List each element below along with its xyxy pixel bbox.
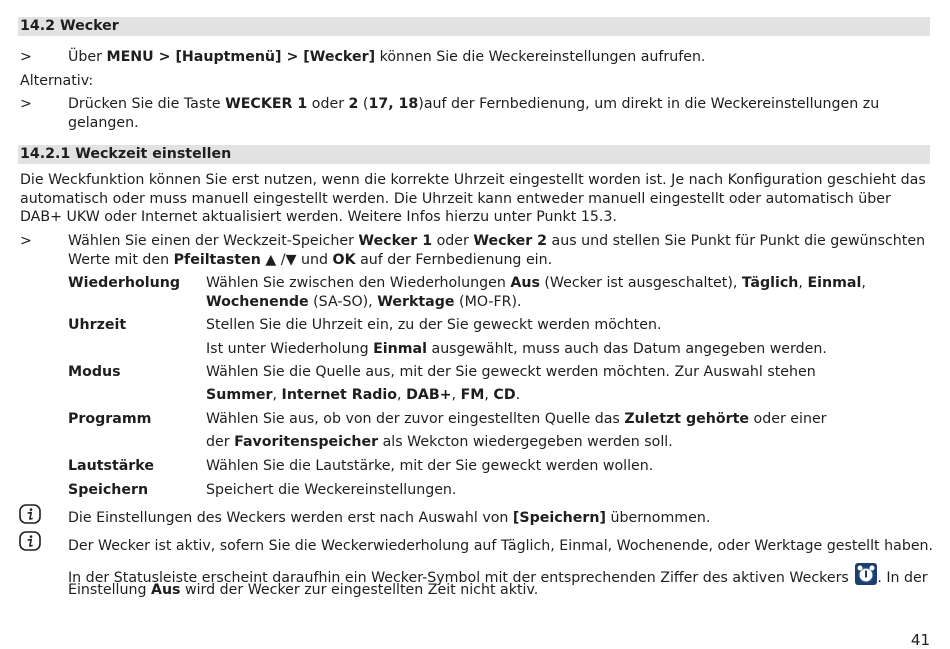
- def-lautstaerke: Wählen Sie die Lautstärke, mit der Sie geweckt werden wollen.: [206, 458, 654, 474]
- def-wiederholung-cont: Wochenende (SA-SO), Werktage (MO-FR).: [206, 294, 522, 310]
- term-uhrzeit: Uhrzeit: [68, 317, 127, 333]
- bullet-marker: >: [20, 49, 32, 65]
- step-select-alarm: Wählen Sie einen der Weckzeit-Speicher Wecker 1 oder Wecker 2 aus und stellen Sie Punkt für Punkt die gewünschten: [68, 233, 926, 249]
- alarm-clock-icon: [855, 563, 877, 585]
- note-alarm-active: Der Wecker ist aktiv, sofern Sie die Weckerwiederholung auf Täglich, Einmal, Wochenende, oder Werktage gestellt haben.: [68, 538, 934, 554]
- section-heading: 14.2 Wecker: [18, 17, 930, 36]
- bullet-marker: >: [20, 96, 32, 112]
- term-lautstaerke: Lautstärke: [68, 458, 154, 474]
- def-speichern: Speichert die Weckereinstellungen.: [206, 482, 457, 498]
- def-wiederholung: Wählen Sie zwischen den Wiederholungen Aus (Wecker ist ausgeschaltet), Täglich, Einmal,: [206, 275, 866, 291]
- note-statusbar-cont: Einstellung Aus wird der Wecker zur eingestellten Zeit nicht aktiv.: [68, 582, 539, 598]
- step-menu-path: Über MENU > [Hauptmenü] > [Wecker] können Sie die Weckereinstellungen aufrufen.: [68, 49, 706, 65]
- arrow-keys-icon: ▲ /▼: [260, 252, 302, 268]
- intro-paragraph: Die Weckfunktion können Sie erst nutzen, wenn die korrekte Uhrzeit eingestellt worden ist. Je nach Konfiguration geschieht das automatisch oder muss manuell eingestellt werden. Die Uhrzeit kann entweder manuell eingestellt oder automatisch über DAB+ UKW oder Internet aktualisiert werden. Weitere Infos hierzu unter Punkt 15.3.: [20, 172, 926, 225]
- term-speichern: Speichern: [68, 482, 149, 498]
- def-uhrzeit: Stellen Sie die Uhrzeit ein, zu der Sie geweckt werden möchten.: [206, 317, 662, 333]
- subsection-heading: 14.2.1 Weckzeit einstellen: [18, 145, 930, 164]
- term-programm: Programm: [68, 411, 152, 427]
- info-icon: [19, 531, 41, 551]
- note-save: Die Einstellungen des Weckers werden erst nach Auswahl von [Speichern] übernommen.: [68, 510, 711, 526]
- step-select-alarm-cont: Werte mit den Pfeiltasten ▲ /▼ und OK auf der Fernbedienung ein.: [68, 252, 553, 268]
- page-number: 41: [910, 631, 930, 649]
- term-modus: Modus: [68, 364, 121, 380]
- note-statusbar: In der Statusleiste erscheint daraufhin ein Wecker-Symbol mit der entsprechenden Ziffer des aktiven Weckers . In der: [68, 563, 928, 588]
- def-modus-sources: Summer, Internet Radio, DAB+, FM, CD.: [206, 387, 521, 403]
- def-modus: Wählen Sie die Quelle aus, mit der Sie geweckt werden möchten. Zur Auswahl stehen: [206, 364, 816, 380]
- def-programm: Wählen Sie aus, ob von der zuvor eingestellten Quelle das Zuletzt gehörte oder einer: [206, 411, 827, 427]
- step-remote-keys-cont: gelangen.: [68, 115, 139, 131]
- def-programm-cont: der Favoritenspeicher als Wekcton wiedergegeben werden soll.: [206, 434, 673, 450]
- info-icon: [19, 504, 41, 524]
- term-wiederholung: Wiederholung: [68, 275, 180, 291]
- alternativ-label: Alternativ:: [20, 73, 94, 89]
- step-remote-keys: Drücken Sie die Taste WECKER 1 oder 2 (17, 18)auf der Fernbedienung, um direkt in die Weckereinstellungen zu: [68, 96, 880, 112]
- bullet-marker: >: [20, 233, 32, 249]
- def-uhrzeit-cont: Ist unter Wiederholung Einmal ausgewählt, muss auch das Datum angegeben werden.: [206, 341, 827, 357]
